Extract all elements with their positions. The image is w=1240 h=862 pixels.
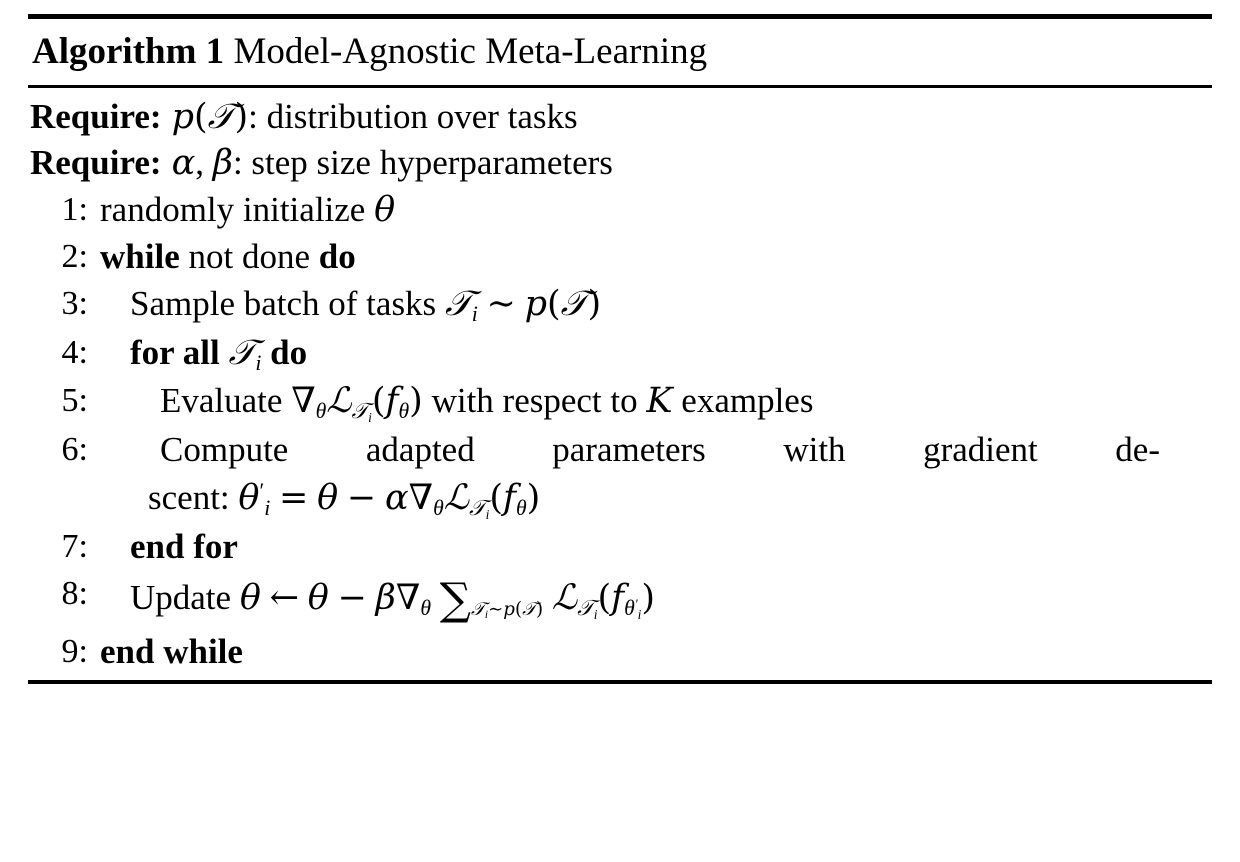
algorithm-line-6-continuation: scent: $\theta'_i = \theta$ − $\alpha\nabla_\theta ℒ_{𝒯_i}(f_\theta)$ — [148, 478, 541, 523]
algorithm-line-3 — [30, 281, 1212, 330]
line-number-4: 4: — [61, 333, 88, 371]
line-text-4: for all 𝒯$_i$ do — [130, 332, 308, 375]
require-line-1 — [30, 94, 1212, 141]
line-text-9: end while — [100, 632, 243, 672]
require-1-text: p(𝒯): distribution over tasks — [171, 96, 578, 137]
algorithm-line-9 — [30, 629, 1212, 676]
line-number-7: 7: — [61, 528, 88, 566]
line-number-5: 5: — [61, 382, 88, 420]
algorithm-body — [28, 88, 1212, 680]
require-keyword: Require: — [30, 96, 162, 136]
line-text-6: Compute adapted parameters with gradient de- — [160, 430, 1160, 470]
require-1-tail: : distribution over tasks — [248, 96, 578, 136]
line-text-2: while not done do — [100, 236, 356, 276]
line-number-2: 2: — [61, 237, 88, 275]
algorithm-bottom-rule — [28, 680, 1212, 684]
require-2-tail: : step size hyperparameters — [232, 143, 613, 183]
algorithm-line-7 — [30, 524, 1212, 571]
line-text-1: randomly initialize θ — [100, 190, 396, 231]
algorithm-line-1 — [30, 187, 1212, 234]
line-number-8: 8: — [61, 575, 88, 613]
algorithm-line-8 — [30, 571, 1212, 629]
require-2-text: α, β: step size hyperparameters — [171, 143, 613, 184]
require-line-2 — [30, 140, 1212, 187]
algorithm-title — [28, 19, 1212, 85]
line-number-3: 3: — [61, 284, 88, 322]
line-number-1: 1: — [61, 191, 88, 229]
algorithm-line-4 — [30, 330, 1212, 379]
require-keyword-2: Require: — [30, 143, 162, 183]
algorithm-line-5 — [30, 378, 1212, 427]
line-number-6: 6: — [61, 431, 88, 469]
line-text-3: Sample batch of tasks 𝒯$_i$ ∼ p(𝒯) — [130, 283, 602, 326]
line-number-9: 9: — [61, 633, 88, 671]
algorithm-line-6 — [30, 427, 1212, 474]
line-text-7: end for — [130, 527, 238, 567]
algorithm-block — [28, 14, 1212, 684]
algorithm-label: Algorithm 1 — [32, 31, 225, 72]
algorithm-title-text: Model-Agnostic Meta-Learning — [233, 31, 708, 72]
algorithm-line-2 — [30, 234, 1212, 281]
line-text-5: Evaluate $\nabla_\theta ℒ_{𝒯_i}(f_\theta)$ with respect to K examples — [160, 381, 814, 426]
line-text-8: Update θ ← $\theta - \beta\nabla_\theta$ ∑𝒯$_i$∼p(𝒯) $ℒ_{𝒯_i}(f_{\theta'_i})$ — [130, 574, 656, 626]
